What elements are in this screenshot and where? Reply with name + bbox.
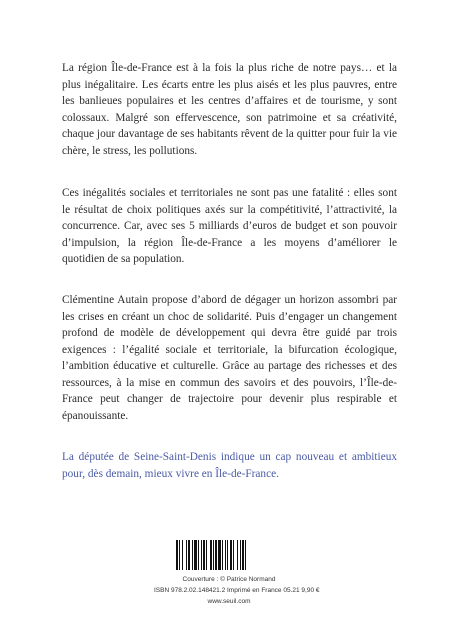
barcode-bar	[218, 540, 221, 570]
barcode-bar	[227, 540, 228, 570]
paragraph-text: La région Île-de-France est à la fois la plus riche de notre pays… et la plus inégalitaire. Les écarts entre les plus aisés et les plus pauvres, entre les banlieues populaires et les centres d’affaires et de tourisme, y sont colossaux. Malgré son effervescence, son patrimoine et sa créativité, chaque jour davantage de ses habitants rêvent de la quitter pour fuir la vie chère, le stress, les pollutions.	[62, 62, 397, 157]
barcode-icon	[175, 540, 283, 570]
barcode-bar	[206, 540, 207, 570]
paragraph-inequalities	[62, 185, 397, 268]
barcode-bar	[240, 540, 241, 570]
barcode-bar	[222, 540, 223, 570]
barcode-bar	[245, 540, 246, 570]
paragraph-text: La députée de Seine-Saint-Denis indique un cap nouveau et ambitieux pour, dès demain, mieux vivre en Île-de-France.	[62, 451, 397, 480]
barcode-bar	[198, 540, 199, 570]
barcode-bar	[186, 540, 187, 570]
cover-credit: Couverture : © Patrice Normand	[182, 576, 276, 583]
barcode-bar	[201, 540, 202, 570]
isbn-price-line: ISBN 978.2.02.148421.2 Imprimé en France 05.21 9,90 €	[154, 587, 320, 594]
barcode-bar	[210, 540, 212, 570]
barcode-bar	[233, 540, 234, 570]
barcode-bar	[215, 540, 217, 570]
paragraph-conclusion	[62, 449, 397, 482]
paragraph-intro	[62, 60, 397, 159]
paragraph-text: Ces inégalités sociales et territoriales ne sont pas une fatalité : elles sont le résultat de choix politiques axés sur la compétitivité, l’attractivité, la concurrence. Car, avec ses 5 milliards d’euros de budget et son pouvoir d’impulsion, la région Île-de-France a les moyens d’améliorer le quotidien de sa population.	[62, 187, 397, 265]
barcode-bar	[176, 540, 178, 570]
barcode-bar	[242, 540, 244, 570]
barcode-bar	[203, 540, 205, 570]
barcode-bar	[192, 540, 193, 570]
barcode-bar	[225, 540, 226, 570]
barcode-bar	[188, 540, 190, 570]
publisher-website: www.seuil.com	[207, 598, 251, 605]
barcode-bar	[230, 540, 232, 570]
barcode-bar	[213, 540, 214, 570]
paragraph-proposal	[62, 292, 397, 424]
barcode-bar	[182, 540, 183, 570]
paragraph-text: Clémentine Autain propose d’abord de dégager un horizon assombri par les crises en créant un choc de solidarité. Puis d’engager un changement profond de modèle de développement qui devra être guidé par trois exigences : l’égalité sociale et territoriale, la bifurcation écologique, l’ambition éducative et culturelle. Grâce au partage des richesses et des ressources, à la mise en commun des savoirs et des pouvoirs, l’Île-de-France peut changer de trajectoire pour devenir plus respirable et épanouissante.	[62, 294, 397, 422]
barcode-block	[154, 540, 320, 607]
barcode-bar	[194, 540, 197, 570]
barcode-bar	[237, 540, 238, 570]
barcode-bar	[179, 540, 180, 570]
